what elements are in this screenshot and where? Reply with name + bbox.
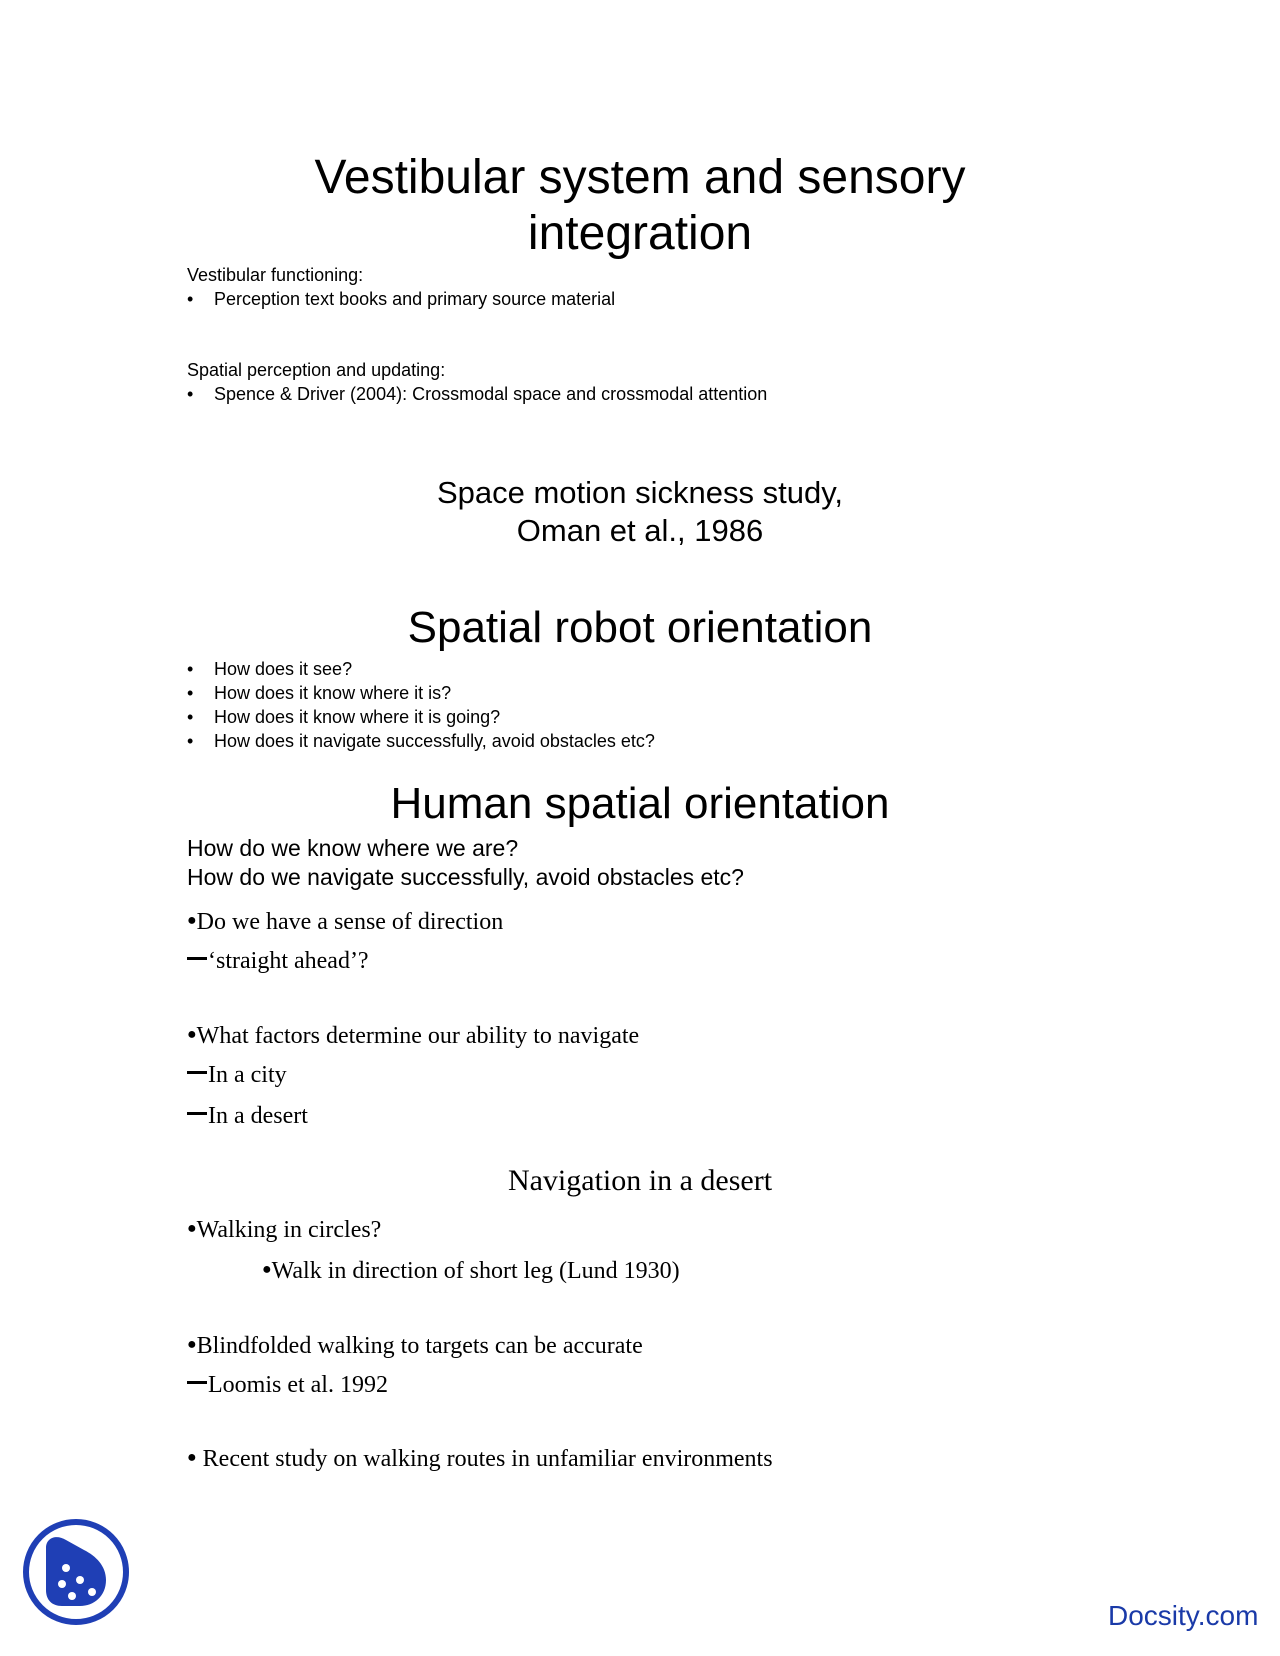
robot-item-text: How does it see? <box>214 659 353 679</box>
human-bullet-text: What factors determine our ability to navigate <box>196 1023 640 1049</box>
human-question: How do we know where we are? <box>187 835 519 861</box>
dash-icon <box>187 1071 207 1074</box>
motion-line1: Space motion sickness study, <box>436 475 844 510</box>
robot-item-text: How does it navigate successfully, avoid obstacles etc? <box>214 731 655 751</box>
human-dash <box>187 1101 308 1131</box>
desert-heading: Navigation in a desert <box>507 1164 773 1197</box>
robot-item <box>187 706 500 729</box>
desert-subbullet-text: Walk in direction of short leg (Lund 1930) <box>271 1258 680 1284</box>
bullet-icon: • <box>187 384 194 404</box>
robot-item-text: How does it know where it is going? <box>214 707 501 727</box>
dash-icon <box>187 1381 207 1384</box>
robot-item-text: How does it know where it is? <box>214 683 452 703</box>
robot-item <box>187 658 352 681</box>
bullet-icon: ● <box>262 1261 272 1278</box>
desert-dash-text: Loomis et al. 1992 <box>208 1372 388 1398</box>
bullet-icon: • <box>187 659 194 679</box>
desert-dash <box>187 1370 388 1400</box>
vestibular-bullet <box>187 288 615 311</box>
docsity-brand-link[interactable]: Docsity.com <box>1108 1600 1259 1631</box>
vestibular-bullet-text: Perception text books and primary source material <box>214 289 616 309</box>
desert-bullet-text: Blindfolded walking to targets can be accurate <box>196 1333 643 1359</box>
bullet-icon: • <box>187 683 194 703</box>
desert-bullet-text: Recent study on walking routes in unfamiliar environments <box>196 1446 773 1472</box>
spatial-heading: Spatial perception and updating: <box>187 360 446 380</box>
robot-heading: Spatial robot orientation <box>407 603 873 652</box>
docsity-logo-icon[interactable] <box>22 1518 130 1626</box>
motion-line2: Oman et al., 1986 <box>516 513 764 548</box>
vestibular-heading: Vestibular functioning: <box>187 265 364 285</box>
human-dash <box>187 946 369 976</box>
page-title-line1: Vestibular system and sensory <box>314 151 966 204</box>
human-bullet <box>187 906 503 937</box>
desert-bullet <box>187 1214 381 1245</box>
spatial-bullet-text: Spence & Driver (2004): Crossmodal space and crossmodal attention <box>214 384 768 404</box>
dash-icon <box>187 1112 207 1115</box>
bullet-icon: ● <box>187 912 197 929</box>
desert-bullet <box>187 1443 773 1474</box>
desert-bullet-text: Walking in circles? <box>196 1217 382 1243</box>
robot-item <box>187 730 655 753</box>
desert-subbullet <box>262 1255 680 1286</box>
human-dash-text: In a city <box>208 1062 287 1088</box>
dash-icon <box>187 957 207 960</box>
bullet-icon: • <box>187 289 194 309</box>
bullet-icon: ● <box>187 1220 197 1237</box>
human-dash-text: ‘straight ahead’? <box>208 948 369 974</box>
human-bullet-text: Do we have a sense of direction <box>196 909 504 935</box>
page-title-line2: integration <box>527 207 753 260</box>
spatial-bullet <box>187 383 767 406</box>
robot-item <box>187 682 451 705</box>
bullet-icon: ● <box>187 1449 197 1466</box>
bullet-icon: ● <box>187 1026 197 1043</box>
human-question: How do we navigate successfully, avoid obstacles etc? <box>187 864 744 890</box>
bullet-icon: • <box>187 731 194 751</box>
human-dash-text: In a desert <box>208 1103 308 1129</box>
bullet-icon: ● <box>187 1336 197 1353</box>
desert-bullet <box>187 1330 643 1361</box>
human-heading: Human spatial orientation <box>390 779 890 828</box>
bullet-icon: • <box>187 707 194 727</box>
human-dash <box>187 1060 287 1090</box>
human-bullet <box>187 1020 639 1051</box>
